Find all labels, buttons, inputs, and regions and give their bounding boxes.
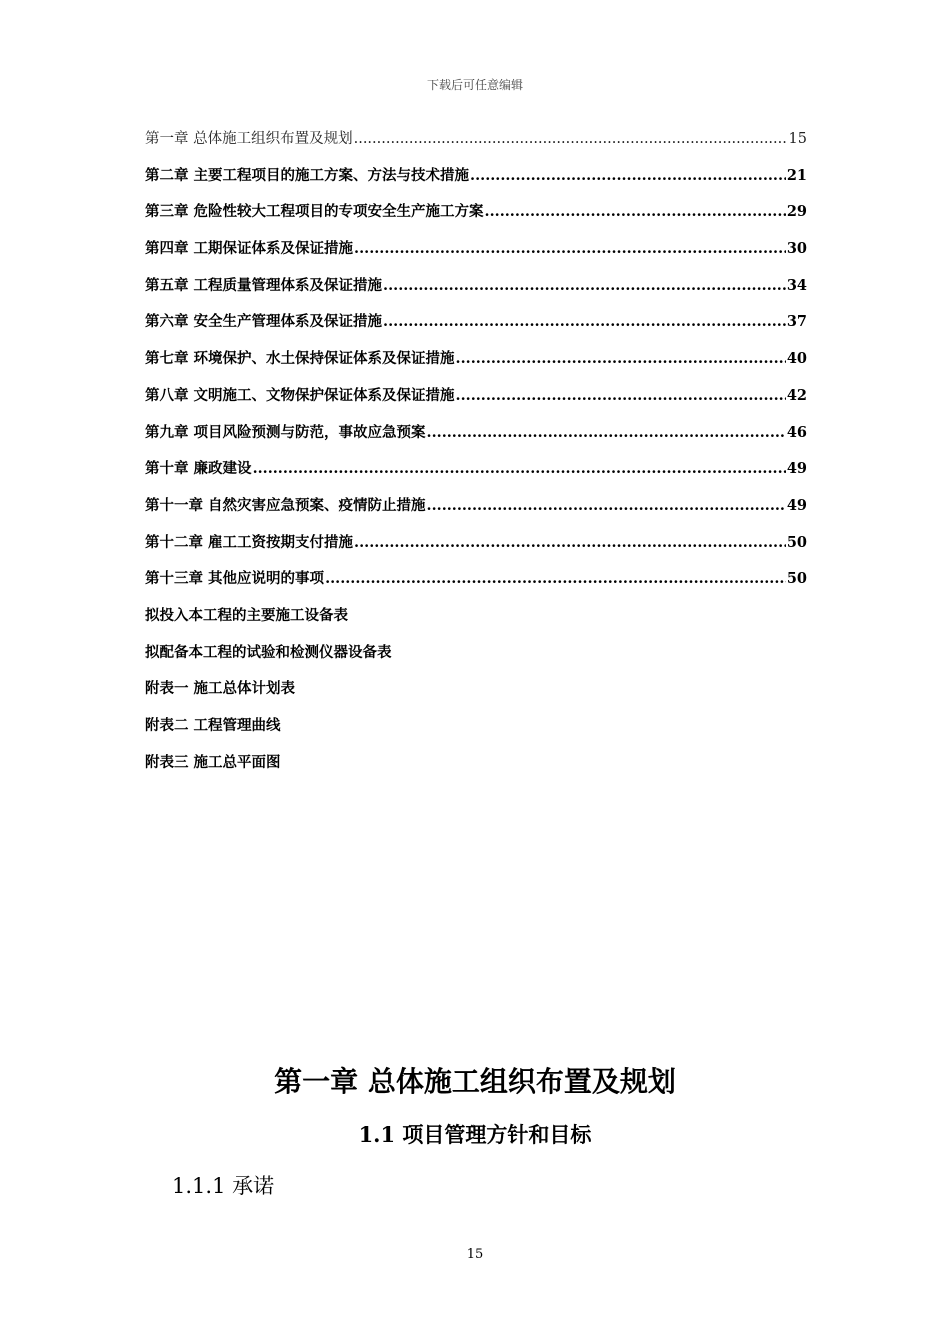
- toc-entry[interactable]: [145, 494, 807, 531]
- toc-entry-page: 29: [786, 203, 807, 221]
- toc-entry-page: 42: [786, 386, 807, 404]
- toc-entry-page: 49: [786, 496, 807, 514]
- toc-entry[interactable]: [145, 164, 807, 201]
- toc-entry[interactable]: [145, 751, 807, 788]
- toc-entry-label: 第六章 安全生产管理体系及保证措施: [145, 313, 383, 331]
- toc-leader-dots: [427, 497, 786, 514]
- toc-entry-label: 第八章 文明施工、文物保护保证体系及保证措施: [145, 386, 455, 404]
- toc-entry-label: 第十二章 雇工工资按期支付措施: [145, 533, 354, 551]
- toc-entry-label: 拟投入本工程的主要施工设备表: [145, 606, 348, 624]
- chapter-title: 第一章 总体施工组织布置及规划: [274, 1065, 676, 1098]
- toc-entry-page: 40: [786, 350, 807, 368]
- toc-entry[interactable]: [145, 641, 807, 678]
- toc-entry-label: 拟配备本工程的试验和检测仪器设备表: [145, 643, 392, 661]
- toc-entry[interactable]: [145, 531, 807, 568]
- toc-leader-dots: [456, 350, 786, 367]
- toc-leader-dots: [383, 313, 786, 330]
- toc-entry[interactable]: [145, 347, 807, 384]
- toc-entry-label: 附表二 工程管理曲线: [145, 717, 281, 734]
- page-header: 下载后可任意编辑: [426, 78, 523, 92]
- toc-entry-label: 第九章 项目风险预测与防范，事故应急预案: [145, 423, 426, 441]
- toc-leader-dots: [456, 387, 786, 404]
- toc-leader-dots: [383, 277, 786, 294]
- toc-entry-page: 46: [786, 423, 807, 441]
- toc-entry-page: 50: [786, 533, 807, 551]
- toc-entry-page: 30: [786, 240, 807, 258]
- section-title: 1.1 项目管理方针和目标: [358, 1122, 592, 1147]
- toc-leader-dots: [354, 534, 786, 551]
- page-number: 15: [466, 1247, 484, 1262]
- toc-entry[interactable]: [145, 237, 807, 274]
- toc-entry-label: 第十一章 自然灾害应急预案、疫情防止措施: [145, 496, 426, 514]
- toc-entry[interactable]: [145, 200, 807, 237]
- toc-entry[interactable]: [145, 604, 807, 641]
- toc-leader-dots: [354, 131, 788, 147]
- subsection-title: 1.1.1 承诺: [172, 1174, 275, 1198]
- toc-entry-label: 第十章 廉政建设: [145, 460, 252, 478]
- toc-entry-label: 第七章 环境保护、水土保持保证体系及保证措施: [145, 350, 455, 368]
- toc-entry[interactable]: [145, 457, 807, 494]
- table-of-contents: [145, 127, 807, 787]
- toc-entry[interactable]: [145, 384, 807, 421]
- toc-leader-dots: [354, 240, 786, 257]
- toc-entry[interactable]: [145, 567, 807, 604]
- toc-entry[interactable]: [145, 310, 807, 347]
- toc-entry-page: 15: [788, 131, 807, 147]
- toc-entry-page: 34: [786, 276, 807, 294]
- toc-entry[interactable]: [145, 127, 807, 164]
- toc-entry-label: 第十三章 其他应说明的事项: [145, 570, 325, 588]
- toc-leader-dots: [485, 203, 786, 220]
- toc-entry-label: 第三章 危险性较大工程项目的专项安全生产施工方案: [145, 203, 484, 221]
- toc-entry-page: 49: [786, 460, 807, 478]
- toc-entry-label: 附表三 施工总平面图: [145, 753, 281, 771]
- toc-entry-label: 第五章 工程质量管理体系及保证措施: [145, 276, 383, 294]
- toc-leader-dots: [427, 424, 786, 441]
- toc-entry-label: 第四章 工期保证体系及保证措施: [145, 240, 354, 258]
- toc-entry-page: 50: [786, 570, 807, 588]
- toc-entry[interactable]: [145, 714, 807, 751]
- toc-entry-page: 21: [786, 166, 807, 184]
- toc-entry-label: 附表一 施工总体计划表: [145, 680, 296, 698]
- toc-entry-label: 第二章 主要工程项目的施工方案、方法与技术措施: [145, 166, 470, 184]
- toc-leader-dots: [253, 460, 786, 477]
- toc-leader-dots: [325, 570, 786, 587]
- toc-entry-page: 37: [786, 313, 807, 331]
- toc-entry-label: 第一章 总体施工组织布置及规划: [145, 131, 353, 147]
- toc-leader-dots: [470, 167, 786, 184]
- toc-entry[interactable]: [145, 421, 807, 458]
- toc-entry[interactable]: [145, 274, 807, 311]
- toc-entry[interactable]: [145, 677, 807, 714]
